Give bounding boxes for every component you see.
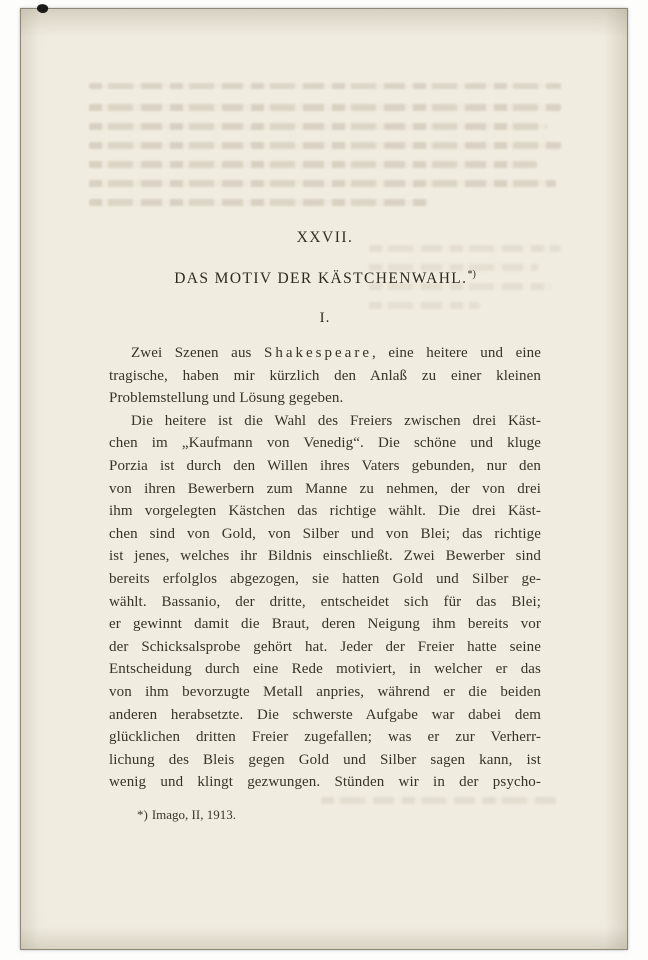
emphasized-author-name: Shakespeare xyxy=(264,345,372,361)
body-line-text: Zwei Szenen aus xyxy=(131,345,265,361)
footnote-marker: *) xyxy=(137,806,148,822)
footnote-text: Imago, II, 1913. xyxy=(151,806,236,822)
scanned-page xyxy=(20,8,628,950)
page-content xyxy=(109,9,541,823)
body-line: Problemstellung und Lösung gegeben. xyxy=(109,390,344,407)
body-line: chen im „Kaufmann von Venedig“. Die schöne und kluge xyxy=(109,435,541,452)
body-line: Entscheidung durch eine Rede motiviert, in welcher er das xyxy=(109,661,541,678)
section-number: I. xyxy=(319,310,331,326)
body-line: Porzia ist durch den Willen ihres Vaters gebunden, nur den xyxy=(109,457,541,474)
body-line: ist jenes, welches ihr Bildnis einschließt. Zwei Bewerber sind xyxy=(109,548,541,565)
body-line: anderen herabsetzte. Die schwerste Aufgabe war dabei dem xyxy=(109,706,541,723)
chapter-title xyxy=(109,269,541,288)
body-line: von ihren Bewerbern zum Manne zu nehmen, der von drei xyxy=(109,480,541,497)
body-line: lichung des Bleis gegen Gold und Silber sagen kann, ist xyxy=(109,751,541,768)
body-line: von ihm bevorzugte Metall anpries, während er die beiden xyxy=(109,683,541,700)
ink-speck xyxy=(36,3,49,15)
body-line-text: , eine heitere und eine xyxy=(371,345,541,361)
body-line: der Schicksalsprobe gehört hat. Jeder der Freier hatte seine xyxy=(109,638,541,655)
body-line xyxy=(109,342,541,365)
chapter-number: XXVII. xyxy=(296,229,354,246)
body-line: wenig und klingt gezwungen. Stünden wir in der psycho- xyxy=(109,774,541,791)
body-line: bereits erfolglos abgezogen, sie hatten Gold und Silber ge- xyxy=(109,570,541,587)
footnote xyxy=(109,807,541,823)
body-line: er gewinnt damit die Braut, deren Neigung ihm bereits vor xyxy=(109,616,541,633)
body-line: ihm vorgelegten Kästchen das richtige wählt. Die drei Käst- xyxy=(109,503,541,520)
body-line: Die heitere ist die Wahl des Freiers zwischen drei Käst- xyxy=(131,412,541,429)
body-text xyxy=(109,342,541,794)
chapter-title-text: DAS MOTIV DER KÄSTCHENWAHL. xyxy=(174,270,468,287)
body-line: chen sind von Gold, von Silber und von Blei; das richtige xyxy=(109,525,541,542)
body-line: glücklichen dritten Freier zugefallen; was er zur Verherr- xyxy=(109,729,541,746)
body-line: wählt. Bassanio, der dritte, entscheidet sich für das Blei; xyxy=(109,593,541,610)
title-footnote-marker: *) xyxy=(467,269,476,280)
body-line: tragische, haben mir kürzlich den Anlaß zu einer kleinen xyxy=(109,367,541,384)
